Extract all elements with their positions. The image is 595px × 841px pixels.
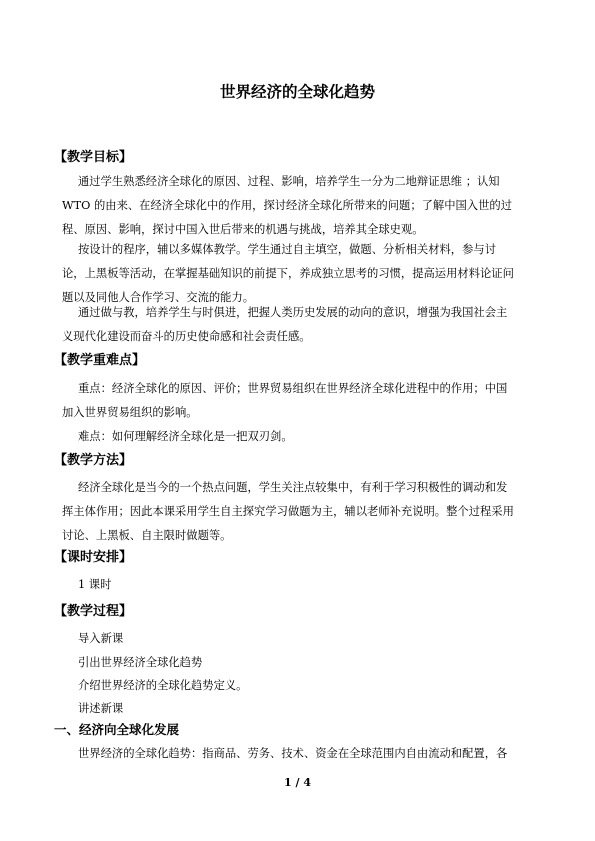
text-line: 经济全球化是当今的一个热点问题，学生关注点较集中，有利于学习积极性的调动和发: [78, 481, 508, 494]
goals-paragraph-3: [62, 301, 542, 349]
text-line: 加入世界贸易组织的影响。: [62, 406, 198, 419]
text-line: 程、原因、影响，探讨中国入世后带来的机遇与挑战，培养其全球史观。: [62, 223, 424, 236]
text-line: 通过学生熟悉经济全球化的原因、过程、影响，培养学生一分为二地辩证思维 ；认知: [78, 175, 500, 188]
process-item: 讲述新课: [78, 702, 124, 715]
process-item: 引出世界经济全球化趋势: [78, 656, 203, 669]
schedule-text: 1 课时: [78, 578, 112, 591]
text-line: 题以及同他人合作学习、交流的能力。: [62, 291, 255, 304]
goals-paragraph-1: [62, 170, 542, 242]
process-item: 介绍世界经济的全球化趋势定义。: [78, 679, 248, 692]
page-title: 世界经济的全球化趋势: [219, 83, 375, 101]
text-line: 重点：经济全球化的原因、评价；世界贸易组织在世界经济全球化进程中的作用；中国: [78, 382, 508, 395]
text-line: 讨论、上黑板、自主限时做题等。: [62, 529, 232, 542]
text-line: 挥主体作用；因此本课采用学生自主探究学习做题为主，辅以老师补充说明。整个过程采用: [62, 505, 514, 518]
schedule-heading: 【课时安排】: [54, 550, 133, 565]
goals-heading: 【教学目标】: [54, 150, 133, 165]
process-heading: 【教学过程】: [54, 604, 133, 619]
key-points-paragraph-1: [62, 377, 542, 425]
text-line: 难点：如何理解经济全球化是一把双刃剑。: [78, 430, 293, 443]
text-line: 按设计的程序，辅以多媒体教学。学生通过自主填空，做题、分析相关材料，参与讨: [78, 243, 496, 256]
text-line: 通过做与教，培养学生与时俱进，把握人类历史发展的动向的意识，增强为我国社会主: [78, 306, 508, 319]
text-line: 论，上黑板等活动，在掌握基础知识的前提下，养成独立思考的习惯，提高运用材料论证问: [62, 267, 514, 280]
key-points-heading: 【教学重难点】: [54, 353, 146, 368]
method-heading: 【教学方法】: [54, 453, 133, 468]
page-number: 1 / 4: [284, 776, 311, 789]
subsection-heading: 一、经济向全球化发展: [54, 722, 180, 737]
method-paragraph: [62, 476, 542, 548]
goals-paragraph-2: [62, 238, 542, 310]
process-item: 导入新课: [78, 632, 124, 645]
key-points-paragraph-2: [62, 425, 542, 449]
text-line: WTO 的由来、在经济全球化中的作用，探讨经济全球化所带来的问题；了解中国入世的过: [62, 199, 512, 212]
text-line: 义现代化建设而奋斗的历史使命感和社会责任感。: [62, 330, 311, 343]
subsection-text: 世界经济的全球化趋势：指商品、劳务、技术、资金在全球范围内自由流动和配置，各: [78, 747, 508, 760]
